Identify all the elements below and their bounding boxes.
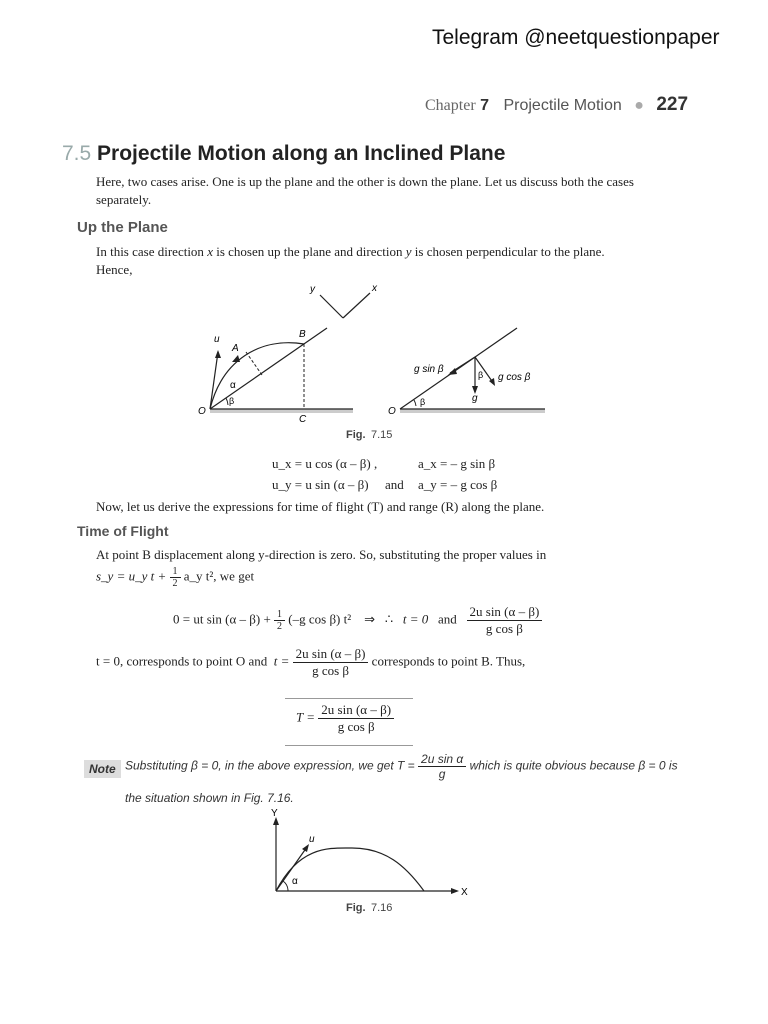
fig715-caption-num: 7.15 (371, 429, 393, 441)
sy-rhs: a_y t², we get (183, 568, 255, 584)
axis-x-label: x (372, 283, 377, 294)
trajectory-arrowhead (232, 355, 240, 362)
eq-mid: (–g cos β) t² (288, 611, 352, 627)
fig715-caption-prefix: Fig. (346, 429, 366, 441)
tof-frac-num: 2u sin (α – β) (467, 604, 543, 621)
tof-sy-equation (96, 566, 254, 589)
label-B: B (299, 329, 306, 340)
note-frac-num: 2u sin α (418, 752, 466, 767)
fig716-label-u: u (309, 834, 315, 845)
label-alpha: α (230, 380, 236, 391)
T-frac-den: g cos β (337, 719, 375, 734)
line3-frac-den: g cos β (312, 663, 350, 678)
velocity-u-arrow (210, 352, 218, 409)
derive-paragraph: Now, let us derive the expressions for time of flight (T) and range (R) along the plane. (96, 499, 545, 514)
tof-line1: At point B displacement along y-direction is zero. So, substituting the proper values in (96, 547, 547, 562)
up-text-d: Hence, (96, 262, 133, 277)
page-number: 227 (656, 94, 689, 115)
label-u: u (214, 334, 220, 345)
half-num-2: 1 (274, 609, 285, 621)
eq-ux: u_x = u cos (α – β) , (272, 456, 378, 471)
fig716-alpha-arc (283, 881, 288, 891)
axis-y-label: y (310, 284, 315, 295)
section-heading: Projectile Motion along an Inclined Plane (97, 142, 506, 165)
eq-uy: u_y = u sin (α – β) (272, 477, 369, 492)
chapter-number: 7 (480, 97, 490, 114)
line3a: t = 0, corresponds to point O and (96, 653, 268, 669)
note-label: Note (84, 760, 121, 778)
velocity-u-arrowhead (215, 350, 221, 358)
up-text-b: is chosen up the plane and direction (212, 244, 406, 259)
chapter-title: Projectile Motion (503, 97, 622, 114)
bullet-icon: ● (634, 97, 644, 114)
up-var-y: y (405, 244, 412, 259)
tof-line3 (96, 646, 525, 679)
section-number: 7.5 (62, 142, 92, 165)
up-text-a: In this case direction (96, 244, 208, 259)
eq-lhs: 0 = ut sin (α – β) + (173, 611, 271, 627)
tof-fraction (467, 604, 543, 637)
line3-t: t = (273, 653, 290, 669)
half-fraction-2 (274, 609, 285, 632)
note-line1 (125, 752, 678, 781)
chapter-word: Chapter (425, 97, 476, 114)
sy-lhs: s_y = u_y t + (96, 568, 167, 584)
therefore-symbol: ∴ (384, 611, 394, 627)
eq-ax: a_x = – g sin β (418, 456, 496, 471)
result-equation (296, 702, 394, 735)
perp-dashed (246, 352, 262, 375)
note-text1: Substituting β = 0, in the above expression, we get T = (125, 758, 415, 773)
heading-time-of-flight: Time of Flight (77, 523, 169, 539)
up-text-c: is chosen perpendicular to the plane. (411, 244, 605, 259)
t-zero: t = 0 (402, 611, 429, 627)
up-var-x: x (207, 244, 213, 259)
note-fraction (418, 752, 466, 781)
half-den: 2 (172, 578, 178, 589)
line3-fraction (293, 646, 369, 679)
watermark: Telegram @neetquestionpaper (432, 26, 720, 49)
eq-and: and (385, 477, 404, 492)
label-C: C (299, 414, 307, 425)
heading-up-the-plane: Up the Plane (77, 219, 168, 236)
label-beta: β (229, 396, 235, 406)
eq-ay: a_y = – g cos β (418, 477, 498, 492)
intro-paragraph: Here, two cases arise. One is up the plane and the other is down the plane. Let us discuss both the cases separately. (96, 174, 634, 207)
fig716-label-alpha: α (292, 876, 298, 887)
note-text2: which is quite obvious because β = 0 is (469, 758, 678, 773)
T-frac-num: 2u sin (α – β) (318, 702, 394, 719)
label-g-cos-beta: g cos β (498, 372, 531, 383)
fig716-label-X: X (461, 887, 468, 898)
incline-left (210, 328, 327, 409)
fig716-trajectory (276, 848, 424, 891)
half-fraction (170, 566, 181, 589)
fig716-caption-num: 7.16 (371, 902, 393, 914)
fig716-label-Y: Y (271, 808, 278, 819)
beta-arc-left (226, 398, 228, 405)
label-beta-between: β (478, 370, 484, 380)
label-O: O (198, 406, 206, 417)
and-word: and (437, 611, 457, 627)
half-den-2: 2 (277, 621, 283, 632)
label-beta-right: β (420, 397, 426, 407)
line3-frac-num: 2u sin (α – β) (293, 646, 369, 663)
fig716-caption-prefix: Fig. (346, 902, 366, 914)
axes-indicator (320, 293, 370, 318)
tof-frac-den: g cos β (485, 621, 523, 636)
note-line2: the situation shown in Fig. 7.16. (125, 791, 294, 805)
note-frac-den: g (438, 767, 446, 781)
label-g-sin-beta: g sin β (414, 364, 444, 375)
label-A: A (232, 343, 239, 354)
half-num: 1 (170, 566, 181, 578)
tof-main-equation (173, 604, 542, 637)
label-g: g (472, 393, 478, 404)
T-lhs: T = (296, 709, 316, 725)
implies-symbol: ⇒ (364, 611, 376, 627)
line3b: corresponds to point B. Thus, (371, 653, 526, 669)
beta-arc-right (414, 400, 416, 406)
T-fraction (318, 702, 394, 735)
fig716-velocity-arrowhead (302, 844, 309, 852)
label-O-right: O (388, 406, 396, 417)
axis-X-arrowhead (451, 888, 459, 894)
